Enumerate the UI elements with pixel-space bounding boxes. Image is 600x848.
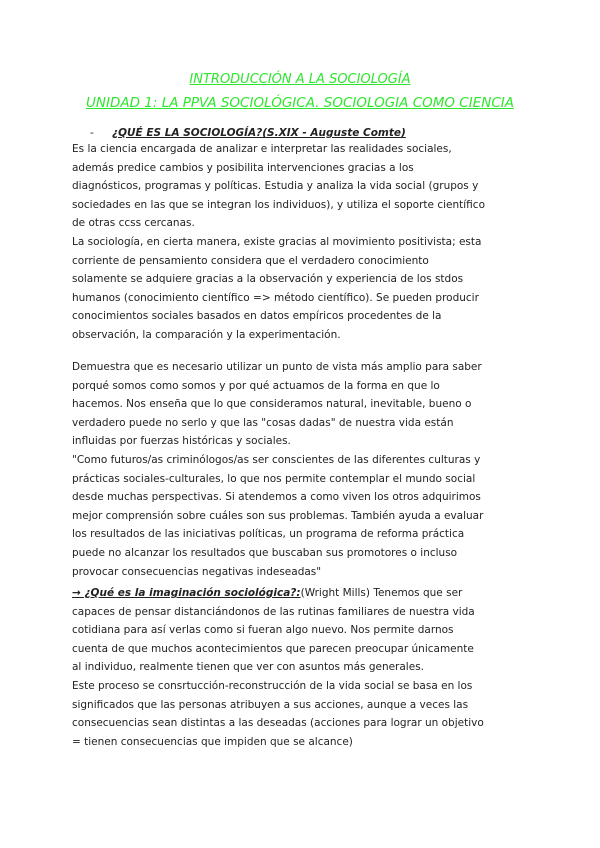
- paragraph-definition: [72, 140, 532, 345]
- text-line: puede no alcanzar los resultados que buscaban sus promotores o incluso: [72, 546, 458, 559]
- section-heading-text: ¿QUÉ ES LA SOCIOLOGÍA?(S.XIX - Auguste Comte): [112, 127, 406, 139]
- text-line: prácticas sociales-culturales, lo que nos permite contemplar el mundo social: [72, 472, 476, 485]
- text-line: humanos (conocimiento científico => método científico). Se pueden producir: [72, 291, 479, 304]
- document-title: INTRODUCCIÓN A LA SOCIOLOGÍA: [189, 72, 411, 87]
- text-line: cuenta de que muchos acontecimientos que parecen preocupar únicamente: [72, 642, 474, 655]
- text-line: diagnósticos, programas y políticas. Estudia y analiza la vida social (grupos y: [72, 180, 479, 193]
- text-line: conocimientos sociales basados en datos empíricos procedentes de la: [72, 310, 442, 323]
- text-line: Este proceso se consrtucción-reconstrucción de la vida social se basa en los: [72, 679, 473, 692]
- text-line: los resultados de las iniciativas políticas, un programa de reforma práctica: [72, 528, 465, 541]
- text-line: mejor comprensión sobre cuáles son sus problemas. También ayuda a evaluar: [72, 509, 484, 522]
- text-line: desde muchas perspectivas. Si atendemos a como viven los otros adquirimos: [72, 491, 481, 504]
- text-line: "Como futuros/as criminólogos/as ser conscientes de las diferentes culturas y: [72, 453, 481, 466]
- text-line: Es la ciencia encargada de analizar e interpretar las realidades sociales,: [72, 143, 452, 155]
- text-line: significados que las personas atribuyen a sus acciones, aunque a veces las: [72, 698, 469, 711]
- text-line: cotidiana para así verlas como si fueran algo nuevo. Nos permite darnos: [72, 624, 454, 637]
- text-line: porqué somos como somos y por qué actuamos de la forma en que lo: [72, 379, 440, 392]
- bullet-dash: -: [90, 127, 94, 139]
- text-line: = tienen consecuencias que impiden que se alcance): [72, 735, 353, 748]
- imagination-heading-rest: (Wright Mills) Tenemos que ser: [300, 587, 463, 599]
- text-line: La sociología, en cierta manera, existe gracias al movimiento positivista; esta: [72, 235, 482, 248]
- text-line: provocar consecuencias negativas indeseadas": [72, 565, 322, 578]
- section-heading: [90, 126, 406, 140]
- text-line: corriente de pensamiento considera que el verdadero conocimiento: [72, 254, 429, 267]
- paragraph-perspective: [72, 358, 532, 581]
- text-line: influidas por fuerzas históricas y sociales.: [72, 435, 291, 448]
- text-line: hacemos. Nos enseña que lo que consideramos natural, inevitable, bueno o: [72, 398, 472, 411]
- text-line: además predice cambios y posibilita intervenciones gracias a los: [72, 161, 414, 174]
- text-line: solamente se adquiere gracias a la observación y experiencia de los stdos: [72, 273, 464, 286]
- text-line: [72, 584, 532, 603]
- text-line: consecuencias sean distintas a las deseadas (acciones para lograr un objetivo: [72, 717, 484, 730]
- text-line: de otras ccss cercanas.: [72, 217, 195, 230]
- unit-title: UNIDAD 1: LA PPVA SOCIOLÓGICA. SOCIOLOGIA COMO CIENCIA: [85, 95, 514, 111]
- paragraph-imagination: [72, 584, 532, 751]
- text-line: sociedades en las que se integran los individuos), y utiliza el soporte científico: [72, 198, 485, 211]
- text-line: observación, la comparación y la experimentación.: [72, 328, 341, 341]
- text-line: al individuo, realmente tienen que ver con asuntos más generales.: [72, 661, 424, 674]
- text-line: Demuestra que es necesario utilizar un punto de vista más amplio para saber: [72, 361, 482, 373]
- imagination-heading: → ¿Qué es la imaginación sociológica?:: [72, 587, 301, 599]
- text-line: capaces de pensar distanciándonos de las rutinas familiares de nuestra vida: [72, 605, 475, 618]
- text-line: verdadero puede no serlo y que las "cosas dadas" de nuestra vida están: [72, 416, 454, 429]
